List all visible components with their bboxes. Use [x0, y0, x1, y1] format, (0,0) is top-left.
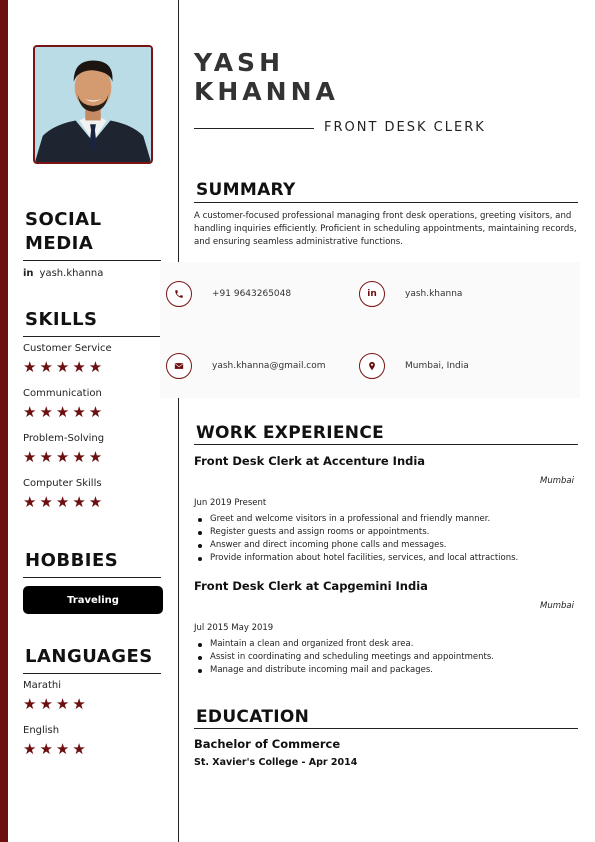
hobbies-rule [23, 577, 161, 578]
list-item: Register guests and assign rooms or appointments. [210, 526, 518, 539]
job-title-heading: Front Desk Clerk at Accenture India [194, 454, 426, 468]
candidate-name: YASH KHANNA [194, 48, 339, 106]
job-bullets [210, 513, 518, 565]
star-rating: ★★★★ [23, 740, 89, 758]
linkedin-icon: in [359, 281, 385, 307]
skill-item [23, 342, 112, 376]
skills-rule [23, 336, 161, 337]
work-experience-rule [194, 444, 578, 445]
language-item [23, 724, 89, 758]
list-item: Greet and welcome visitors in a professional and friendly manner. [210, 513, 518, 526]
job-location: Mumbai [540, 476, 574, 486]
job-title-heading: Front Desk Clerk at Capgemini India [194, 579, 428, 593]
phone-icon [166, 281, 192, 307]
contact-email[interactable]: yash.khanna@gmail.com [212, 361, 326, 371]
contact-linkedin[interactable]: yash.khanna [405, 289, 463, 299]
education-rule [194, 728, 578, 729]
skill-label: Computer Skills [23, 478, 102, 489]
school: St. Xavier's College - Apr 2014 [194, 757, 358, 768]
hobbies-heading: HOBBIES [25, 550, 119, 571]
email-icon [166, 353, 192, 379]
list-item: Provide information about hotel facilities, services, and local attractions. [210, 553, 519, 563]
hobby-tag: Traveling [23, 586, 163, 614]
language-label: Marathi [23, 680, 62, 691]
list-item: Maintain a clean and organized front desk area. [210, 638, 494, 651]
contact-location: Mumbai, India [405, 361, 469, 371]
social-media-rule [23, 260, 161, 261]
star-rating: ★★★★★ [23, 448, 106, 466]
column-divider [178, 0, 179, 842]
skill-item [23, 477, 105, 511]
profile-photo [33, 45, 153, 164]
skill-label: Problem-Solving [23, 433, 105, 444]
linkedin-icon: in [23, 268, 34, 279]
summary-rule [194, 202, 578, 203]
social-handle: yash.khanna [39, 268, 104, 279]
job-bullets [210, 638, 494, 677]
work-experience-heading: WORK EXPERIENCE [196, 423, 385, 443]
languages-rule [23, 673, 161, 674]
skill-item [23, 432, 105, 466]
language-item [23, 679, 89, 713]
accent-bar [0, 0, 8, 842]
star-rating: ★★★★ [23, 695, 89, 713]
star-rating: ★★★★★ [23, 403, 106, 421]
job-location: Mumbai [540, 601, 574, 611]
skills-heading: SKILLS [25, 309, 98, 330]
summary-heading: SUMMARY [196, 180, 296, 200]
star-rating: ★★★★★ [23, 358, 106, 376]
job-dates: Jul 2015 May 2019 [194, 623, 274, 633]
social-linkedin[interactable] [23, 268, 103, 279]
list-item: Assist in coordinating and scheduling meetings and appointments. [210, 652, 494, 662]
skill-label: Communication [23, 388, 102, 399]
location-pin-icon [359, 353, 385, 379]
social-media-heading: SOCIAL MEDIA [25, 209, 102, 254]
skill-item [23, 387, 105, 421]
summary-text: A customer-focused professional managing front desk operations, greeting visitors, and handling inquiries efficiently. Proficient in scheduling appointments, maintaining records, and ensuring seamless administrative functions. [194, 211, 577, 247]
language-label: English [23, 725, 60, 736]
job-title: FRONT DESK CLERK [324, 120, 486, 135]
skill-label: Customer Service [23, 343, 112, 354]
job-dates: Jun 2019 Present [194, 498, 267, 508]
title-rule [194, 128, 314, 129]
contact-phone[interactable]: +91 9643265048 [212, 289, 292, 299]
list-item: Answer and direct incoming phone calls and messages. [210, 539, 518, 552]
star-rating: ★★★★★ [23, 493, 106, 511]
degree: Bachelor of Commerce [194, 737, 341, 751]
education-heading: EDUCATION [196, 707, 310, 727]
list-item: Manage and distribute incoming mail and packages. [210, 664, 494, 677]
languages-heading: LANGUAGES [25, 646, 153, 667]
